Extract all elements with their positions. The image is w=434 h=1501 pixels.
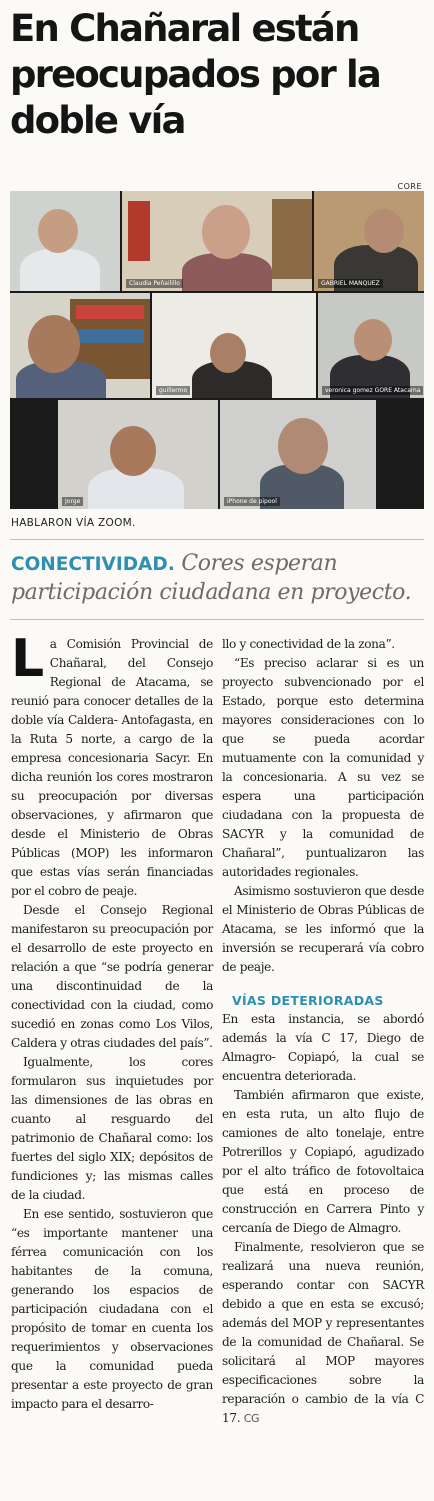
zoom-tile (58, 400, 218, 509)
participant-figure (210, 333, 246, 373)
participant-figure (38, 209, 78, 253)
books (76, 329, 144, 343)
participant-name: Jorge (62, 497, 83, 506)
participant-name: guillermo (156, 386, 190, 395)
participant-name: Claudia Peñailillo (126, 279, 183, 288)
paragraph: “Es preciso aclarar si es un proyecto subvencionado por el Estado, porque esto determina mayores consideraciones con lo que se pueda acordar mutuamente con la comunidad y la concesionaria. A su vez se espera una participación ciudadana con la propuesta de SACYR y la comunidad de Chañaral”, puntualizaron las autoridades regionales. (222, 656, 424, 879)
deck-text: Cores esperan participación ciudadana en proyecto. (11, 551, 412, 605)
zoom-tile (318, 293, 424, 398)
participant-figure (110, 426, 156, 476)
participant-figure (364, 209, 404, 253)
participant-figure (354, 319, 392, 361)
paragraph: En esta instancia, se abordó además la vía C 17, Diego de Almagro- Copiapó, la cual se encuentra deteriorada. (222, 1012, 424, 1083)
participant-name: iPhone de pipool (224, 497, 280, 506)
participant-figure (202, 205, 250, 259)
article-photo (10, 191, 424, 509)
zoom-tile (10, 191, 120, 291)
paragraph: Desde el Consejo Regional manifestaron su preocupación por el desarrollo de este proyecto en relación a que “se podría generar una discontinuidad de la conectividad con la ciudad, como sucedió en zonas como Los Vilos, Caldera y otras ciudades del país”. (11, 903, 213, 1050)
paragraph: También afirmaron que existe, en esta ruta, un alto flujo de camiones de alto tonelaje, entre Potrerillos y Copiapó, agudizado por el alto tráfico de fotovoltaica que está en proceso de construcción en Carrera Pinto y cercanía de Diego de Almagro. (222, 1088, 424, 1235)
paragraph: En ese sentido, sostuvieron que “es importante mantener una férrea comunicación con los habitantes de la comuna, generando los espacios de participación ciudadana con el propósito de tomar en cuenta los requerimientos y observaciones que la comunidad pueda presentar a este proyecto de gran impacto para el desarro- (11, 1207, 213, 1411)
photo-credit: CORE (397, 182, 422, 191)
section-heading: VÍAS DETERIORADAS (232, 993, 384, 1008)
wall-hanging (128, 201, 150, 261)
kicker: CONECTIVIDAD. (11, 554, 175, 575)
participant-name: GABRIEL MANQUEZ (318, 279, 383, 288)
divider (10, 539, 424, 540)
books (76, 305, 144, 319)
article-column-2 (222, 635, 424, 1428)
paragraph: Asimismo sostuvieron que desde el Ministerio de Obras Públicas de Atacama, se les informó que la inversión se recuperará vía cobro de peaje. (222, 884, 424, 974)
zoom-tile (220, 400, 376, 509)
participant-name: veronica gomez GORE Atacama (322, 386, 423, 395)
paragraph: llo y conectividad de la zona”. (222, 637, 395, 651)
article-column-1 (11, 629, 213, 1414)
paragraph: Finalmente, resolvieron que se realizará una nueva reunión, esperando contar con SACYR debido a que en esta se excusó; además del MOP y representantes de la comunidad de Chañaral. Se solicitará al MOP mayores especificaciones sobre la reparación o cambio de la vía C 17. CG (222, 1240, 424, 1425)
participant-figure (28, 315, 80, 373)
drop-cap: L (11, 629, 44, 689)
zoom-tile (122, 191, 312, 291)
paragraph: Igualmente, los cores formularon sus inquietudes por las dimensiones de las obras en cuanto al resguardo del patrimonio de Chañaral como: los fuertes del siglo XIX; depósitos de fundiciones y; las mismas calles de la ciudad. (11, 1055, 213, 1202)
deck (11, 550, 425, 607)
divider (10, 619, 424, 620)
bookshelf (272, 199, 312, 279)
zoom-tile (314, 191, 424, 291)
end-mark: CG (243, 1412, 260, 1425)
paragraph: La Comisión Provincial de Chañaral, del Consejo Regional de Atacama, se reunió para conocer detalles de la doble vía Caldera- Antofagasta, en la Ruta 5 norte, a cargo de la empresa concesionaria Sacyr. En dicha reunión los cores mostraron su preocupación por diversas observaciones, y afirmaron que desde el Ministerio de Obras Públicas (MOP) les informaron que estas vías serán financiadas por el cobro de peaje. (11, 629, 213, 898)
zoom-tile (152, 293, 316, 398)
headline: En Chañaral están preocupados por la doble vía (10, 7, 381, 142)
participant-figure (278, 418, 328, 474)
participant-figure (20, 249, 100, 291)
zoom-tile (10, 293, 150, 398)
photo-caption: HABLARON VÍA ZOOM. (11, 517, 136, 529)
